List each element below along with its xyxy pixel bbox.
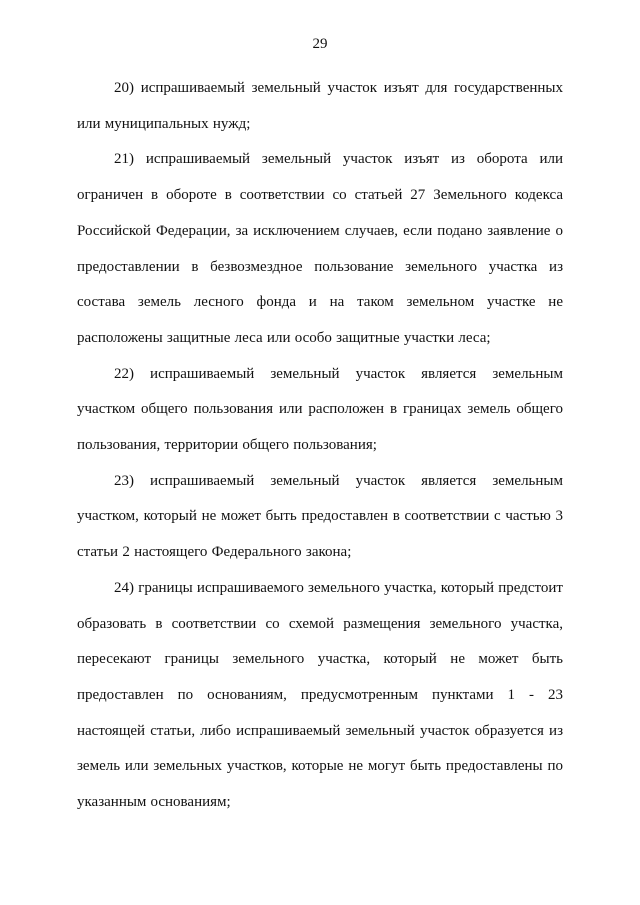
paragraph-item-23: 23) испрашиваемый земельный участок является земельным участком, который не может быть предоставлен в соответствии с частью 3 статьи 2 настоящего Федерального закона; (77, 472, 563, 561)
paragraph-item-21: 21) испрашиваемый земельный участок изъят из оборота или ограничен в обороте в соответствии со статьей 27 Земельного кодекса Российской Федерации, за исключением случаев, если подано заявление о предоставлении в безвозмездное пользование земельного участка из состава земель лесного фонда и на таком земельном участке не расположены защитные леса или особо защитные участки леса; (77, 151, 563, 346)
paragraph-item-24: 24) границы испрашиваемого земельного участка, который предстоит образовать в соответствии со схемой размещения земельного участка, пересекают границы земельного участка, который не может быть предоставлен по основаниям, предусмотренным пунктами 1 - 23 настоящей статьи, либо испрашиваемый земельный участок образуется из земель или земельных участков, которые не могут быть предоставлены по указанным основаниям; (77, 579, 563, 811)
paragraph-item-22: 22) испрашиваемый земельный участок является земельным участком общего пользования или расположен в границах земель общего пользования, территории общего пользования; (77, 365, 563, 454)
page-number: 29 (312, 36, 328, 52)
document-body (77, 71, 563, 821)
paragraph-item-20: 20) испрашиваемый земельный участок изъят для государственных или муниципальных нужд; (77, 80, 563, 132)
